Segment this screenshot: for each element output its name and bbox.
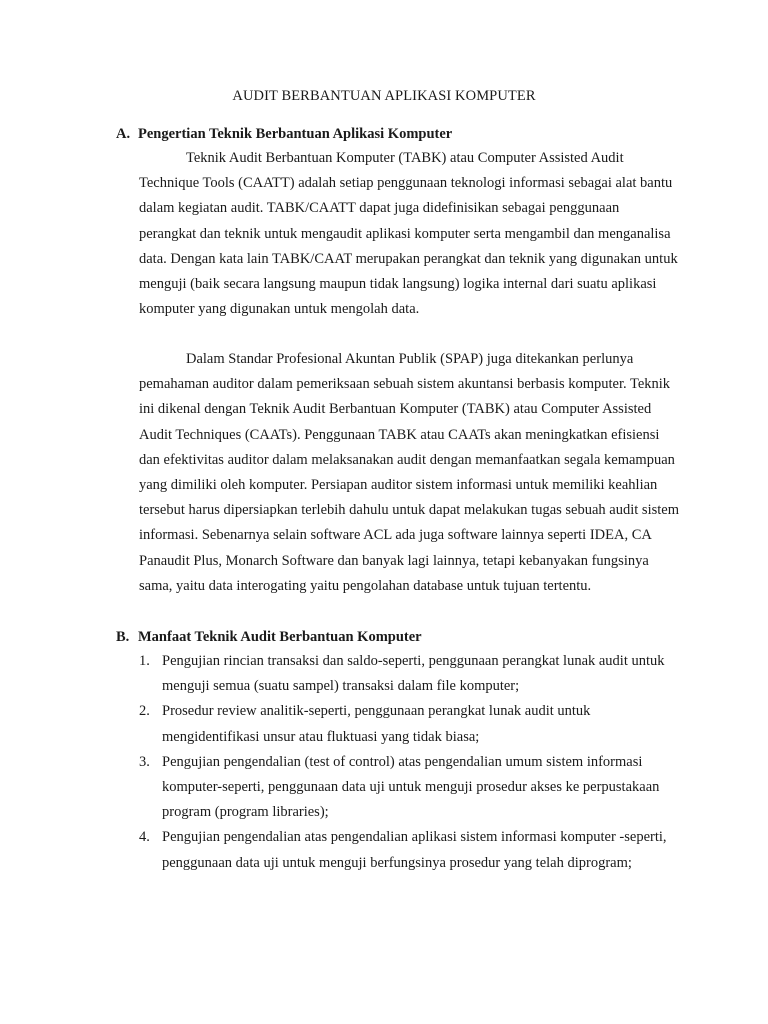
list-item-number: 2. [139, 703, 150, 720]
section-a-paragraph-1: Teknik Audit Berbantuan Komputer (TABK) atau Computer Assisted Audit Technique Tools (CAATT) adalah setiap penggunaan teknologi informasi sebagai alat bantu dalam kegiatan audit. TABK/CAATT dapat juga didefinisikan sebagai penggunaan perangkat dan teknik untuk mengaudit aplikasi komputer serta mengambil dan menganalisa data. Dengan kata lain TABK/CAAT merupakan perangkat dan teknik yang digunakan untuk menguji (baik secara langsung maupun tidak langsung) logika internal dari suatu aplikasi komputer yang digunakan untuk mengolah data. [139, 150, 678, 318]
list-item [139, 750, 684, 826]
list-item-number: 1. [139, 653, 150, 669]
list-item [139, 699, 684, 749]
section-a-paragraph-2: Dalam Standar Profesional Akuntan Publik (SPAP) juga ditekankan perlunya pemahaman auditor dalam pemeriksaan sebuah sistem akuntansi berbasis komputer. Teknik ini dikenal dengan Teknik Audit Berbantuan Komputer (TABK) atau Computer Assisted Audit Techniques (CAATs). Penggunaan TABK atau CAATs akan meningkatkan efisiensi dan efektivitas auditor dalam melaksanakan audit dengan memanfaatkan segala kemampuan yang dimiliki oleh komputer. Persiapan auditor sistem informasi untuk memiliki keahlian tersebut harus dipersiapkan terlebih dahulu untuk dapat melakukan tugas sebuah audit sistem informasi. Sebenarnya selain software ACL ada juga software lainnya seperti IDEA, CA Panaudit Plus, Monarch Software dan banyak lagi lainnya, tetapi kebanyakan fungsinya sama, yaitu data interogating yaitu pengolahan database untuk tujuan tertentu. [139, 351, 679, 594]
list-item-number: 3. [139, 753, 150, 770]
list-item-number: 4. [139, 829, 150, 846]
list-item-text: Pengujian rincian transaksi dan saldo-seperti, penggunaan perangkat lunak audit untuk menguji semua (suatu sampel) transaksi dalam file komputer; [162, 653, 665, 695]
section-b-title: Manfaat Teknik Audit Berbantuan Komputer [138, 629, 422, 645]
list-item [139, 825, 684, 875]
list-item-text: Pengujian pengendalian (test of control) atas pengendalian umum sistem informasi komputer-seperti, penggunaan data uji untuk menguji prosedur akses ke perpustakaan program (program libraries); [162, 753, 660, 821]
section-a-letter: A. [116, 126, 131, 142]
section-b-letter: B. [116, 629, 130, 645]
section-a-title: Pengertian Teknik Berbantuan Aplikasi Komputer [138, 126, 453, 142]
list-item-text: Prosedur review analitik-seperti, penggunaan perangkat lunak audit untuk mengidentifikasi unsur atau fluktuasi yang tidak biasa; [162, 703, 591, 745]
list-item [139, 649, 684, 699]
document-title: AUDIT BERBANTUAN APLIKASI KOMPUTER [232, 88, 536, 104]
section-a-heading [116, 124, 452, 144]
list-item-text: Pengujian pengendalian atas pengendalian aplikasi sistem informasi komputer -seperti, penggunaan data uji untuk menguji berfungsinya prosedur yang telah diprogram; [162, 829, 667, 871]
section-b-heading [116, 627, 422, 647]
benefits-list [139, 649, 684, 876]
